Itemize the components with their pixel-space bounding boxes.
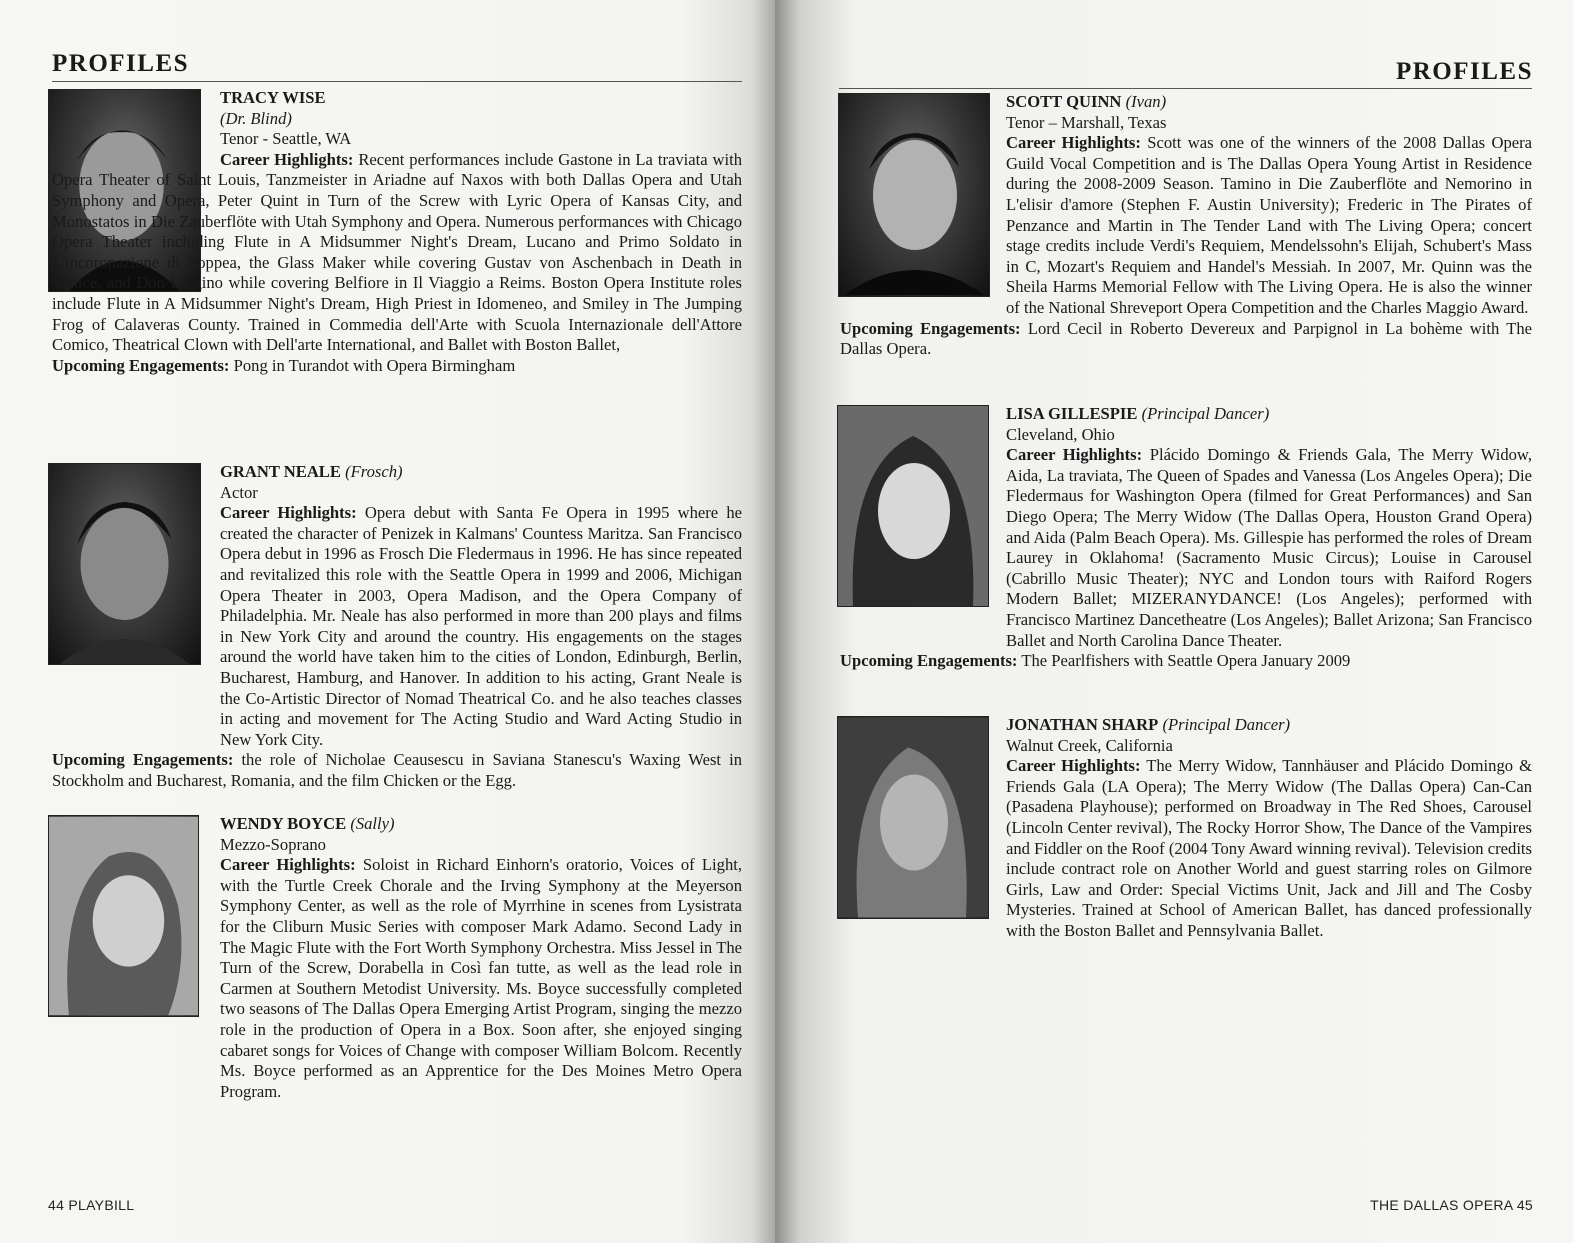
profile-grant-neale (52, 462, 742, 792)
page-footer-left: 44 PLAYBILL (48, 1197, 135, 1213)
left-page (0, 0, 775, 1243)
upcoming-label: Upcoming Engagements: (52, 750, 234, 770)
profile-lisa-gillespie (840, 404, 1532, 672)
highlights-label: Career Highlights: (1006, 133, 1141, 153)
upcoming-text: Lord Cecil in Roberto Devereux and Parpignol in La bohème with The Dallas Opera. (840, 318, 1532, 359)
profile-tracy-wise (52, 88, 742, 376)
profile-name: WENDY BOYCE (220, 814, 347, 833)
highlights-text: Plácido Domingo & Friends Gala, The Merry Widow, Aida, La traviata, The Queen of Spades and Vanessa (Los Angeles Opera); Die Fledermaus for Washington Opera (filmed for Great Performances) and San Diego Opera; The Merry Widow (The Dallas Opera, Houston Grand Opera) and Aida (Palm Beach Opera). Ms. Gillespie has performed the roles of Dream Laurey in Oklahoma! (Sacramento Music Circus); Louise in Carousel (Cabrillo Music Theater); NYC and London tours with Raiford Rogers Modern Ballet; MIZERANYDANCE! (Los Angeles); performed with Francisco Martinez Dancetheatre (Los Angeles); Ballet Arizona; San Francisco Ballet and North Carolina Dance Theater. (1006, 445, 1532, 650)
upcoming-label: Upcoming Engagements: (840, 318, 1021, 338)
highlights-text: The Merry Widow, Tannhäuser and Plácido Domingo & Friends Gala (LA Opera); The Merry Widow (The Dallas Opera) Can-Can (Pasadena Playhouse); performed on Broadway in The Red Shoes, Carousel (Lincoln Center revival), The Rocky Horror Show, The Dance of the Vampires and Fiddler on the Roof (2004 Tony Award winning revival). Television credits include contract role on Another World and guest starring roles on Gilmore Girls, Law and Order: Special Victims Unit, Jack and Jill and The Cosby Mysteries. Trained at School of American Ballet, has danced professionally with the Boston Ballet and Pennsylvania Ballet. (1006, 756, 1532, 940)
section-title-left: PROFILES (52, 50, 190, 77)
highlights-text: Soloist in Richard Einhorn's oratorio, Voices of Light, with the Turtle Creek Chorale and the Irving Symphony at the Meyerson Symphony Center, as well as the role of Myrrhine in scenes from Lysistrata for the Cliburn Music Series with composer Mark Adamo. Second Lady in The Magic Flute with the Fort Worth Symphony Orchestra. Miss Jessel in The Turn of the Screw, Dorabella in Così fan tutte, as well as the lead role in Carmen at Southern Metodist University. Ms. Boyce successfully completed two seasons of The Dallas Opera Emerging Artist Program, singing the mezzo role in the production of Opera in a Box. Soon after, she enjoyed singing cabaret songs for Voices of Change with composer William Bolcom. Recently Ms. Boyce performed as an Apprentice for the Des Moines Metro Opera Program. (220, 855, 743, 1101)
profile-role: (Dr. Blind) (220, 108, 292, 128)
upcoming-label: Upcoming Engagements: (52, 355, 230, 375)
upcoming-text: The Pearlfishers with Seattle Opera January 2009 (1021, 651, 1351, 671)
section-rule-left (52, 81, 742, 82)
highlights-label: Career Highlights: (220, 149, 354, 169)
profile-voice: Walnut Creek, California (1006, 735, 1173, 755)
profile-name: GRANT NEALE (220, 462, 341, 481)
profile-name: LISA GILLESPIE (1006, 404, 1138, 423)
profile-role: (Principal Dancer) (1141, 404, 1270, 423)
highlights-text: Recent performances include Gastone in La traviata with Opera Theater of Saint Louis, Tanzmeister in Ariadne auf Naxos with both Dallas Opera and Utah Symphony and Opera, Peter Quint in Turn of the Screw with Lyric Opera of Kansas City, and Monostatos in Die Zauberflöte with Utah Symphony and Opera. Numerous performances with Chicago Opera Theater including Flute in A Midsummer Night's Dream, Lucano and Primo Soldato in L'incoronazione di Poppea, the Glass Maker while covering Gustav von Aschenbach in Death in Venice, and Don Luigino while covering Belfiore in Il Viaggio a Reims. Boston Opera Institute roles include Flute in A Midsummer Night's Dream, High Priest in Idomeneo, and Smiley in The Jumping Frog of Calaveras County. Trained in Commedia dell'Arte with Scuola Internazionale dell'Attore Comico, Theatrical Clown with Dell'arte International, and Ballet with Boston Ballet, (52, 149, 743, 355)
profile-wendy-boyce (52, 814, 742, 1102)
profile-role: (Sally) (350, 814, 395, 833)
section-title-right: PROFILES (1395, 58, 1533, 85)
profile-role: (Principal Dancer) (1162, 715, 1291, 734)
highlights-text: Scott was one of the winners of the 2008 Dallas Opera Guild Vocal Competition and is The Dallas Opera Young Artist in Residence during the 2008-2009 Season. Tamino in Die Zauberflöte and Nemorino in L'elisir d'amore (Stephen F. Austin University); Frederic in The Pirates of Penzance and Martin in The Tender Land with The Living Opera; concert stage credits include Verdi's Requiem, Mendelssohn's Elijah, Schubert's Mass in C, Mozart's Requiem and Handel's Messiah. In 2007, Mr. Quinn was the Sheila Harms Memorial Fellow with The Living Opera. He is also the winner of the National Shreveport Opera Competition and the Charles Maggio Award. (1006, 133, 1532, 317)
profile-role: (Frosch) (345, 462, 403, 481)
profile-name: JONATHAN SHARP (1006, 715, 1159, 734)
profile-voice: Tenor – Marshall, Texas (1006, 112, 1167, 132)
profile-voice: Tenor - Seattle, WA (220, 129, 352, 149)
highlights-text: Opera debut with Santa Fe Opera in 1995 where he created the character of Penizek in Kalmans' Countess Maritza. San Francisco Opera debut in 1996 as Frosch Die Fledermaus in 1996. He has since repeated and revitalized this role with the Seattle Opera in 1999 and 2006, Michigan Opera Theater in 2003, Opera Madison, and the Opera Company of Philadelphia. Mr. Neale has also performed in more than 200 plays and films in New York City and around the country. His engagements on the stages around the world have taken him to the cities of London, Edinburgh, Berlin, Bucharest, Hamburg, and Hanover. In addition to his acting, Grant Neale is the Co-Artistic Director of Nomad Theatrical Co. and he also teaches classes in acting and movement for The Acting Studio and Ward Acting Studio in New York City. (220, 503, 742, 749)
highlights-label: Career Highlights: (1006, 445, 1143, 465)
profile-scott-quinn (840, 92, 1532, 360)
upcoming-text: Pong in Turandot with Opera Birmingham (233, 355, 516, 375)
highlights-label: Career Highlights: (1006, 756, 1141, 776)
profile-name: SCOTT QUINN (1006, 92, 1122, 111)
profile-voice: Actor (220, 482, 258, 502)
highlights-label: Career Highlights: (220, 855, 356, 875)
upcoming-text: the role of Nicholae Ceausescu in Saviana Stanescu's Waxing West in Stockholm and Bucharest, Romania, and the film Chicken or the Egg. (52, 750, 742, 790)
upcoming-label: Upcoming Engagements: (840, 651, 1018, 671)
profile-voice: Cleveland, Ohio (1006, 424, 1115, 444)
section-rule-right (839, 88, 1532, 89)
profile-jonathan-sharp (840, 715, 1532, 942)
page-footer-right: THE DALLAS OPERA 45 (1370, 1197, 1533, 1213)
highlights-label: Career Highlights: (220, 503, 357, 523)
profile-role: (Ivan) (1125, 92, 1167, 111)
right-page (775, 0, 1573, 1243)
profile-voice: Mezzo-Soprano (220, 834, 326, 854)
profile-name: TRACY WISE (220, 88, 326, 107)
